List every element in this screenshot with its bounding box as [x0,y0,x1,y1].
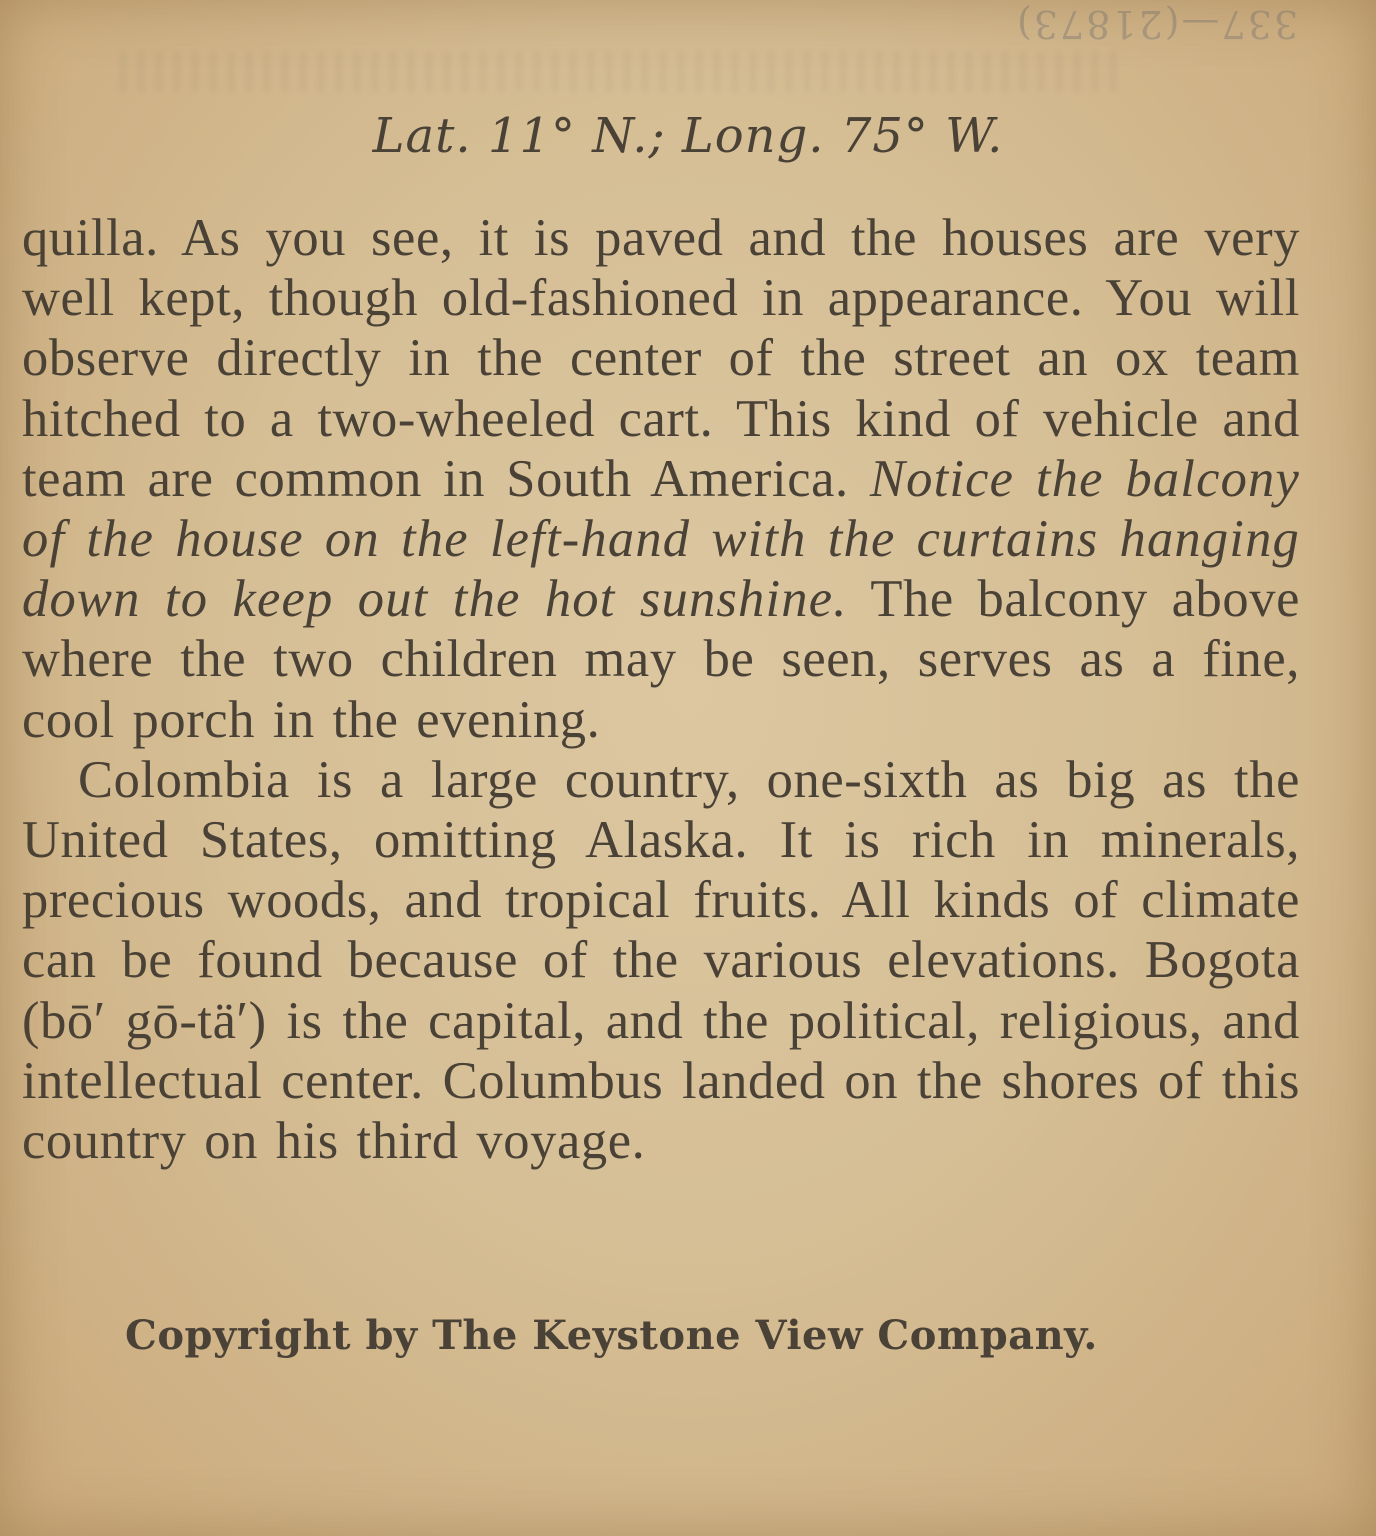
paragraph-1-part-2: The balcony above where the two children may be seen, serves as a fine, cool porch in the evening. [22,570,1300,749]
description-text [22,208,1300,1171]
coordinates-heading: Lat. 11° N.; Long. 75° W. [372,108,1004,164]
paragraph-2: Colombia is a large country, one-sixth as big as the United States, omitting Alaska. It is rich in minerals, precious woods, and tropical fruits. All kinds of climate can be found because of the various elevations. Bogota (bō′ gō-tä′) is the capital, and the political, religious, and intellectual center. Columbus landed on the shores of this country on his third voyage. [22,750,1300,1171]
paragraph-1 [22,208,1300,750]
paragraph-1-part-1: quilla. As you see, it is paved and the houses are very well kept, though old-fashioned in appearance. You will observe directly in the center of the street an ox team hitched to a two-wheeled cart. This kind of vehicle and team are common in South America. [22,209,1300,508]
catalog-number: 337—(21873) [1014,2,1298,46]
copyright-line: Copyright by The Keystone View Company. [125,1312,1098,1359]
print-smudge [120,52,1120,92]
paragraph-1-italic: Notice the balcony of the house on the left-hand with the curtains hanging down to keep out the hot sunshine. [22,449,1300,629]
